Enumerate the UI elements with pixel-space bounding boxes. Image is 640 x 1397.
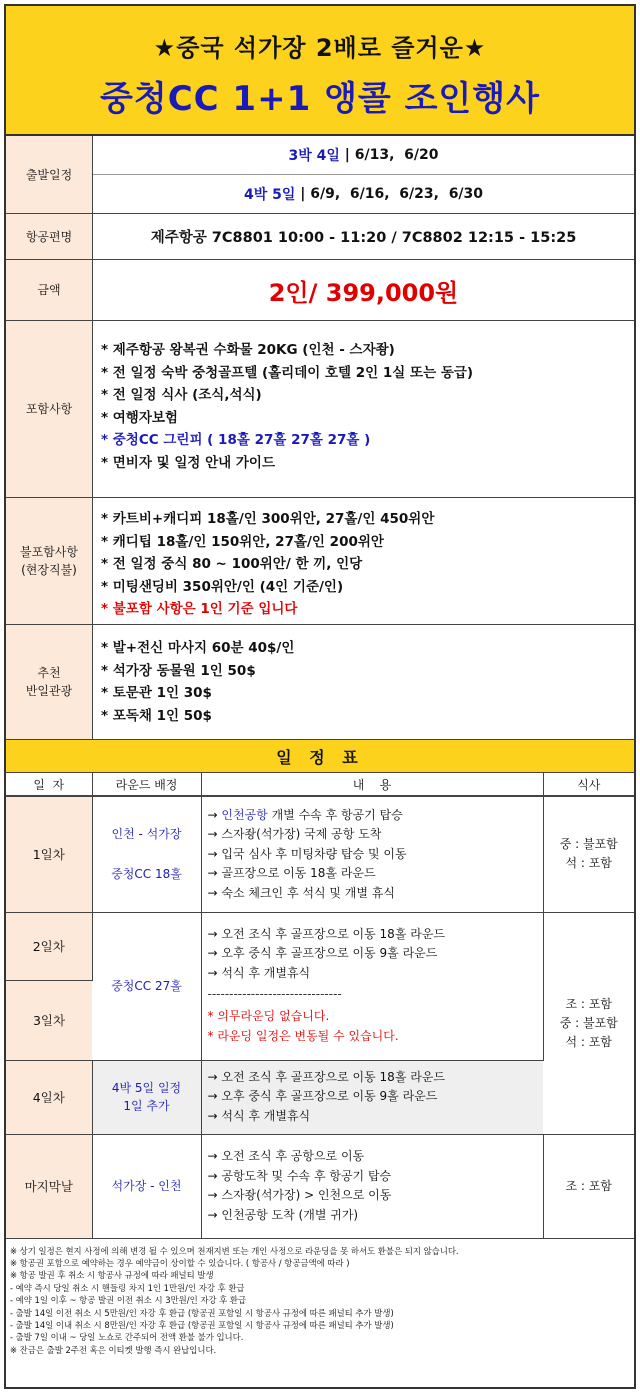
excluded-label (6, 498, 93, 624)
header-subtitle: ★중국 석가장 2배로 즐거운★ (153, 34, 487, 62)
flight-label: 항공편명 (6, 214, 93, 259)
price-row (6, 260, 634, 321)
last-day-label: 마지막날 (6, 1134, 92, 1238)
excluded-list (93, 498, 634, 624)
day-2-3-content (201, 912, 543, 1060)
excluded-item: * 전 일정 중식 80 ~ 100위안/ 한 끼, 인당 (101, 556, 363, 572)
last-day-item: → 오전 조식 후 공항으로 이동 (207, 1149, 365, 1163)
last-day-item: → 인천공항 도착 (개별 귀가) (207, 1207, 359, 1222)
table-row (6, 1060, 634, 1134)
excluded-label-line-1: 불포함사항 (20, 545, 78, 559)
table-row (6, 1134, 634, 1238)
day-2-3-item: → 오후 중식 후 골프장으로 이동 9홀 라운드 (207, 946, 438, 960)
day-1-item-1-highlight: 인천공항 (221, 807, 268, 822)
departure-row (6, 136, 634, 214)
last-day-content (201, 1134, 543, 1238)
optional-label-line-2: 반일관광 (25, 684, 73, 698)
day-4-item: → 석식 후 개별휴식 (207, 1108, 311, 1123)
footnote: - 출발 7일 이내 ~ 당일 노쇼로 간주되어 전액 환불 불가 입니다. (10, 1332, 244, 1343)
day-2-4-meal-line-2: 중 : 불포함 (559, 1015, 618, 1030)
excluded-item: * 캐디팁 18홀/인 150위안, 27홀/인 200위안 (101, 533, 384, 550)
table-row (6, 912, 634, 980)
included-item: * 중청CC 그린피 ( 18홀 27홀 27홀 27홀 ) (101, 432, 371, 448)
footnote: ※ 상기 일정은 현지 사정에 의해 변경 될 수 있으며 천재지변 또는 개인 사정으로 라운딩을 못 하셔도 환불은 되지 않습니다. (10, 1245, 459, 1256)
departure-line-2-duration: 4박 5일 (243, 187, 296, 203)
day-4-round-line-1: 4박 5일 일정 (111, 1081, 182, 1095)
excluded-row (6, 498, 634, 625)
day-2-3-item: → 석식 후 개별휴식 (207, 965, 311, 980)
price-label: 금액 (6, 260, 93, 320)
day-2-3-round: 중청CC 27홀 (92, 912, 201, 1060)
footnote: ※ 잔금은 출발 2주전 혹은 이티켓 발행 즉시 완납입니다. (10, 1344, 217, 1355)
day-1-item: → 숙소 체크인 후 석식 및 개별 휴식 (207, 885, 395, 900)
footnotes (6, 1239, 634, 1363)
included-item: * 제주항공 왕복권 수화물 20KG (인천 - 스자좡) (101, 342, 395, 358)
day-4-content (201, 1060, 543, 1134)
footnote: ※ 항공권 포함으로 예약하는 경우 예약금이 상이할 수 있습니다. ( 항공사 / 항공금액에 따라 ) (10, 1257, 350, 1268)
excluded-item: * 카트비+캐디피 18홀/인 300위안, 27홀/인 450위안 (101, 511, 435, 527)
tour-flyer (4, 4, 636, 1389)
departure-line-2-dates: | 6/9, 6/16, 6/23, 6/30 (295, 186, 484, 202)
excluded-item: * 미팅샌딩비 350위안/인 (4인 기준/인) (101, 578, 344, 595)
departure-label: 출발일정 (6, 136, 93, 213)
optional-item: * 토문관 1인 30$ (101, 685, 212, 701)
included-item: * 전 일정 식사 (조식,석식) (101, 387, 262, 403)
optional-item: * 포독채 1인 50$ (101, 707, 212, 724)
day-2-label: 2일차 (6, 912, 92, 980)
day-2-3-note: * 라운딩 일정은 변동될 수 있습니다. (207, 1028, 399, 1043)
included-label: 포함사항 (6, 321, 93, 497)
divider-dashes: ------------------------------- (207, 987, 342, 1001)
day-1-round (92, 796, 201, 912)
optional-row (6, 625, 634, 740)
day-1-item-1-rest: 개별 수속 후 항공기 탑승 (267, 807, 403, 822)
last-day-meal: 조 : 포함 (543, 1134, 634, 1238)
col-header-content: 내 용 (201, 773, 543, 796)
day-1-item: → 골프장으로 이동 18홀 라운드 (207, 866, 376, 880)
table-row (6, 796, 634, 912)
day-2-4-meal-line-3: 석 : 포함 (565, 1034, 612, 1049)
included-item: * 전 일정 숙박 중청골프텔 (홀리데이 호텔 2인 1실 또는 동급) (101, 364, 474, 381)
footnote: - 예약 즉시 당일 취소 시 핸들링 차지 1인 1만원/인 자강 후 환급 (10, 1282, 245, 1293)
day-1-meal (543, 796, 634, 912)
included-item: * 면비자 및 일정 안내 가이드 (101, 454, 276, 471)
day-1-label: 1일차 (6, 796, 92, 912)
day-1-meal-line-2: 석 : 포함 (565, 856, 612, 871)
day-1-content (201, 796, 543, 912)
included-row (6, 321, 634, 498)
header-title: 중청CC 1+1 앵콜 조인행사 (100, 79, 540, 119)
day-3-label: 3일차 (6, 980, 92, 1060)
footnote: - 출발 14일 이전 취소 시 5만원/인 자강 후 환급 (항공권 포함일 시 항공사 규정에 따른 패널티 추가 발생) (10, 1307, 394, 1318)
header (6, 6, 634, 136)
last-day-item: → 스자좡(석가장) > 인천으로 이동 (207, 1188, 392, 1202)
footnote: ※ 항공 발권 후 취소 시 항공사 규정에 따라 패널티 발생 (10, 1270, 214, 1281)
day-1-round-line-2: 중청CC 18홀 (111, 867, 182, 882)
last-day-item: → 공항도착 및 수속 후 항공기 탑승 (207, 1168, 392, 1183)
footnote: - 예약 1일 이후 ~ 항공 발권 이전 취소 시 3만원/인 자강 후 환급 (10, 1295, 247, 1306)
price-value: 2인/ 399,000원 (268, 278, 459, 307)
flight-value: 제주항공 7C8801 10:00 - 11:20 / 7C8802 12:15 - 15:25 (150, 230, 577, 246)
arrow: → (207, 807, 222, 822)
optional-item: * 발+전신 마사지 60분 40$/인 (101, 640, 295, 656)
excluded-item: * 불포함 사항은 1인 기준 입니다 (101, 601, 298, 617)
optional-list (93, 625, 634, 739)
included-item: * 여행자보험 (101, 409, 178, 426)
day-4-round (92, 1060, 201, 1134)
schedule-table (6, 773, 634, 1239)
departure-line-2 (93, 174, 634, 213)
day-2-3-note: * 의무라운딩 없습니다. (207, 1009, 330, 1023)
day-2-4-meal-line-1: 조 : 포함 (565, 996, 612, 1011)
day-4-item: → 오전 조식 후 골프장으로 이동 18홀 라운드 (207, 1069, 445, 1084)
optional-label-line-1: 추천 (37, 666, 61, 680)
day-4-round-line-2: 1일 추가 (123, 1099, 170, 1113)
day-2-4-meal (543, 912, 634, 1134)
last-day-round: 석가장 - 인천 (92, 1134, 201, 1238)
departure-line-1-dates: | 6/13, 6/20 (339, 147, 439, 163)
day-2-3-item: → 오전 조식 후 골프장으로 이동 18홀 라운드 (207, 926, 445, 941)
day-1-meal-line-1: 중 : 불포함 (559, 837, 618, 852)
schedule-title: 일 정 표 (6, 740, 634, 773)
footnote: - 출발 14일 이내 취소 시 8만원/인 자강 후 환급 (항공권 포함일 시 항공사 규정에 따른 패널티 추가 발생) (10, 1319, 394, 1330)
flight-row (6, 214, 634, 260)
col-header-round: 라운드 배정 (92, 773, 201, 796)
day-1-item (208, 806, 542, 826)
day-4-item: → 오후 중식 후 골프장으로 이동 9홀 라운드 (207, 1089, 438, 1104)
day-1-item: → 입국 심사 후 미팅차량 탑승 및 이동 (207, 846, 407, 861)
departure-line-1 (93, 136, 634, 174)
included-list (93, 321, 634, 497)
day-4-label: 4일차 (6, 1060, 92, 1134)
departure-line-1-duration: 3박 4일 (288, 148, 340, 164)
day-1-round-line-1: 인천 - 석가장 (111, 827, 182, 842)
optional-label (6, 625, 93, 739)
optional-item: * 석가장 동물원 1인 50$ (101, 662, 256, 679)
col-header-day: 일 자 (6, 773, 92, 796)
col-header-meal: 식사 (543, 773, 634, 796)
schedule-header-row (6, 773, 634, 796)
excluded-label-line-2: (현장직불) (21, 563, 77, 577)
day-1-item: → 스자좡(석가장) 국제 공항 도착 (207, 827, 382, 841)
